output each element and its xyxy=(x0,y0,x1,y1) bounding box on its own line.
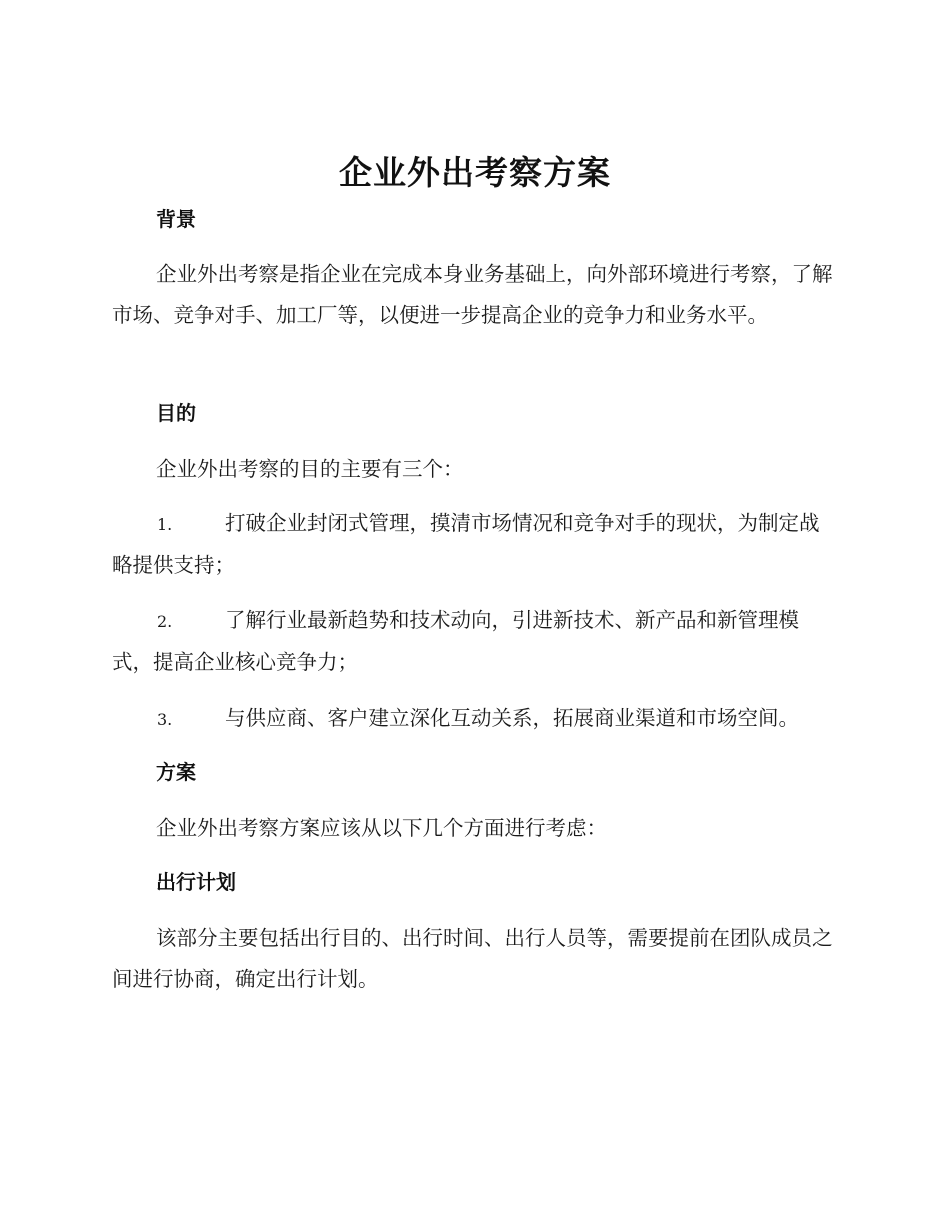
background-paragraph: 企业外出考察是指企业在完成本身业务基础上，向外部环境进行考察，了解市场、竞争对手、加工厂等，以便进一步提高企业的竞争力和业务水平。 xyxy=(112,262,833,327)
list-item xyxy=(112,698,834,740)
section-heading-background: 背景 xyxy=(156,207,196,231)
document-title: 企业外出考察方案 xyxy=(339,153,611,192)
list-item-text: 打破企业封闭式管理，摸清市场情况和竞争对手的现状，为制定战略提供支持； xyxy=(112,511,820,577)
list-item-number: 2. xyxy=(157,612,173,631)
section-heading-plan: 方案 xyxy=(156,760,196,784)
list-item-text: 了解行业最新趋势和技术动向，引进新技术、新产品和新管理模式，提高企业核心竞争力； xyxy=(112,608,799,674)
section-heading-travel-plan: 出行计划 xyxy=(156,870,236,894)
section-heading-purpose: 目的 xyxy=(156,401,196,425)
plan-intro: 企业外出考察方案应该从以下几个方面进行考虑： xyxy=(156,816,607,840)
list-item xyxy=(112,600,834,683)
travel-plan-paragraph: 该部分主要包括出行目的、出行时间、出行人员等，需要提前在团队成员之间进行协商，确定出行计划。 xyxy=(112,926,833,991)
list-item-number: 3. xyxy=(157,710,173,729)
list-item-number: 1. xyxy=(157,515,173,534)
purpose-intro: 企业外出考察的目的主要有三个： xyxy=(156,457,464,481)
list-item-text: 与供应商、客户建立深化互动关系，拓展商业渠道和市场空间。 xyxy=(225,706,799,730)
list-item xyxy=(112,503,834,586)
